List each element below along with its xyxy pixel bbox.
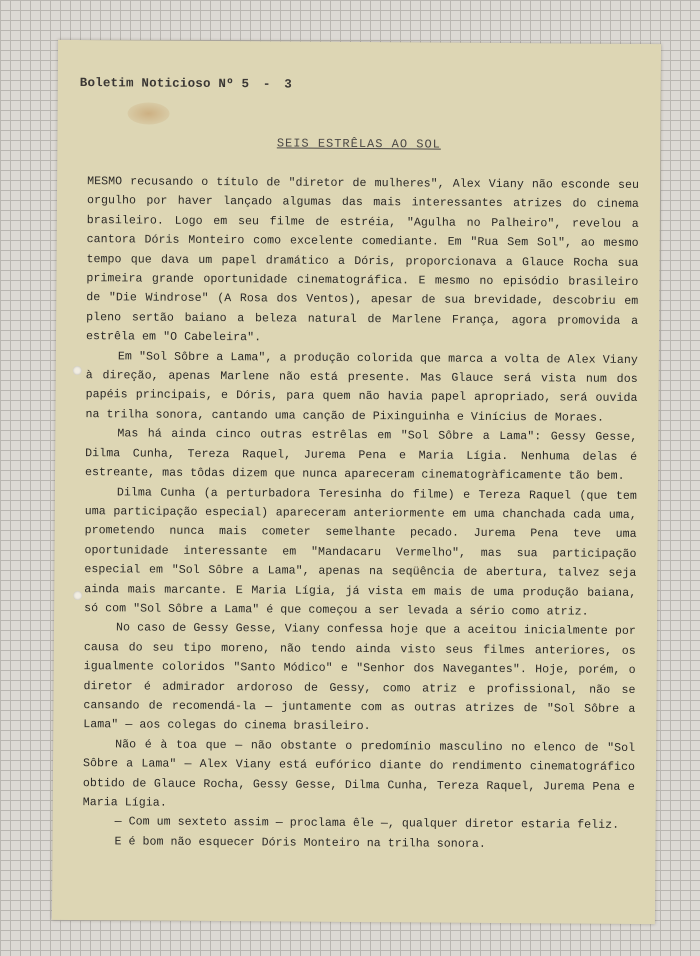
paper-stain	[127, 102, 169, 124]
article-body	[82, 172, 639, 855]
page-number: 3	[284, 77, 293, 92]
bulletin-name: Boletim Noticioso	[79, 76, 211, 91]
paragraph: MESMO recusando o título de "diretor de mulheres", Alex Viany não esconde seu orgulho por haver lançado algumas das mais interessantes atrizes do cinema brasileiro. Logo em seu filme de estréia, "Agulha no Palheiro", revelou a cantora Dóris Monteiro como excelente comediante. Em "Rua Sem Sol", ao mesmo tempo que dava um papel dramático a Dóris, proporcionava a Glauce Rocha sua primeira grande oportunidade cinematográfica. E mesmo no episódio brasileiro de "Die Windrose" (A Rosa dos Ventos), apesar de sua brevidade, descobriu em pleno sertão baiano a beleza natural de Marlene França, agora promovida a estrêla em "O Cabeleira".	[85, 175, 640, 345]
paragraph: Em "Sol Sôbre a Lama", a produção colorida que marca a volta de Alex Viany à direção, apenas Marlene não está presente. Mas Glauce será vista num dos papéis principais, e Dóris, para quem não havia papel apropriado, será ouvida na trilha sonora, cantando uma canção de Pixinguinha e Vinícius de Moraes.	[85, 349, 638, 425]
paragraph: Não é à toa que — não obstante o predomínio masculino no elenco de "Sol Sôbre a Lama" — Alex Viany está eufórico diante do rendimento cinematográfico obtido de Glauce Rocha, Gessy Gesse, Dilma Cunha, Tereza Raquel, Jurema Pena e Maria Lígia.	[82, 738, 636, 810]
header-separator: -	[262, 77, 271, 92]
paragraph: — Com um sexteto assim — proclama êle —, qualquer diretor estaria feliz.	[114, 815, 620, 833]
bulletin-number: Nº 5	[218, 77, 250, 92]
paragraph: Mas há ainda cinco outras estrêlas em "Sol Sôbre a Lama": Gessy Gesse, Dilma Cunha, Tereza Raquel, Jurema Pena e Maria Lígia. Nenhuma delas é estreante, mas tôdas dizem que nunca apareceram cinematogràficamente tão bem.	[85, 427, 638, 483]
paragraph: Dilma Cunha (a perturbadora Teresinha do filme) e Tereza Raquel (que tem uma participação especial) apareceram anteriormente em uma chanchada cada uma, prometendo nunca mais cometer semelhante pecado. Jurema Pena teve uma oportunidade interessante em "Mandacaru Vermelho", mas sua participação especial em "Sol Sôbre a Lama", apenas na seqüência de abertura, talvez seja ainda mais marcante. E Maria Lígia, já vista em mais de uma produção baiana, só com "Sol Sôbre a Lama" é que começou a ser levada a sério como atriz.	[84, 485, 637, 619]
page-header	[80, 76, 292, 91]
punch-hole	[73, 591, 82, 600]
punch-hole	[73, 366, 82, 375]
paragraph: E é bom não esquecer Dóris Monteiro na trilha sonora.	[114, 835, 486, 851]
paragraph: No caso de Gessy Gesse, Viany confessa hoje que a aceitou inicialmente por causa do seu tipo moreno, não tendo ainda visto seus filmes anteriores, os igualmente coloridos "Santo Módico" e "Senhor dos Navegantes". Hoje, porém, o diretor é admirador ardoroso de Gessy, como atriz e profissional, não se cansando de recomendá-la — juntamente com as outras atrizes de "Sol Sôbre a Lama" — aos colegas do cinema brasileiro.	[83, 621, 637, 734]
article-title: SEIS ESTRÊLAS AO SOL	[276, 136, 441, 152]
typewritten-page	[52, 40, 661, 924]
